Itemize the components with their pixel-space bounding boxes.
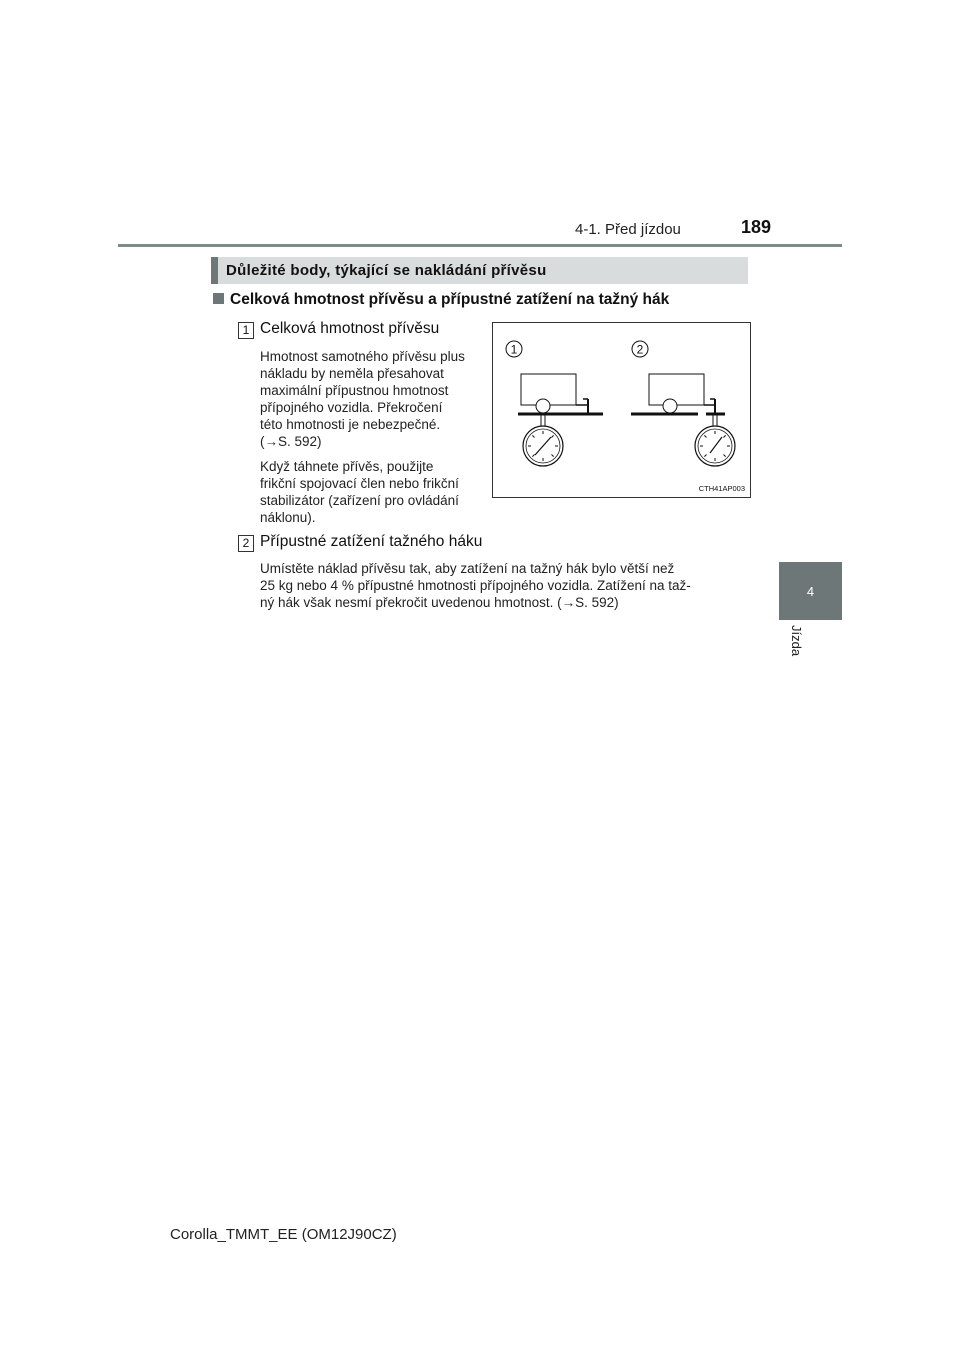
subheading-text: Celková hmotnost přívěsu a přípustné zatížení na tažný hák bbox=[230, 291, 670, 308]
text-line: přípojného vozidla. Překročení bbox=[260, 400, 443, 415]
text-line: maximální přípustnou hmotnost bbox=[260, 383, 449, 398]
text-line: Hmotnost samotného přívěsu plus bbox=[260, 349, 465, 364]
chapter-label: Jízda bbox=[789, 625, 804, 657]
text-line: ný hák však nesmí překročit uvedenou hmotnost. (→S. 592) bbox=[260, 595, 619, 610]
trailer-diagram bbox=[493, 323, 750, 497]
chapter-number: 4 bbox=[806, 583, 815, 599]
trailer-wheel-icon bbox=[663, 399, 677, 413]
item-1-paragraph-1 bbox=[260, 348, 486, 450]
text-line: stabilizátor (zařízení pro ovládání bbox=[260, 493, 459, 508]
text-line: frikční spojovací člen nebo frikční bbox=[260, 476, 459, 491]
figure-code: CTH41AP003 bbox=[698, 484, 745, 493]
section-title: Důležité body, týkající se nakládání přívěsu bbox=[226, 262, 547, 279]
text-line: této hmotnosti je nebezpečné. bbox=[260, 417, 441, 432]
trailer-left bbox=[518, 374, 603, 466]
figure-label-1: 1 bbox=[510, 342, 518, 357]
item-2-paragraph bbox=[260, 560, 744, 611]
item-1-badge: 1 bbox=[238, 322, 254, 339]
item-2-badge: 2 bbox=[238, 535, 254, 552]
chapter-tab bbox=[779, 562, 842, 620]
item-1-paragraph-2 bbox=[260, 458, 486, 526]
text-line: 25 kg nebo 4 % přípustné hmotnosti přípojného vozidla. Zatížení na taž- bbox=[260, 578, 691, 593]
section-title-bar bbox=[211, 257, 748, 284]
trailer-body-icon bbox=[521, 374, 576, 405]
trailer-right bbox=[631, 374, 735, 466]
figure-label-2: 2 bbox=[636, 342, 644, 357]
text-line: náklonu). bbox=[260, 510, 316, 525]
square-bullet-icon bbox=[213, 293, 224, 304]
header-rule bbox=[118, 244, 842, 247]
trailer-body-icon bbox=[649, 374, 704, 405]
item-2-title: Přípustné zatížení tažného háku bbox=[260, 533, 483, 550]
footer-model: Corolla_TMMT_EE (OM12J90CZ) bbox=[170, 1226, 397, 1243]
text-line: (→S. 592) bbox=[260, 434, 322, 449]
header-section-title: 4-1. Před jízdou bbox=[575, 221, 681, 238]
page-number: 189 bbox=[741, 217, 772, 237]
text-line: Když táhnete přívěs, použijte bbox=[260, 459, 434, 474]
section-accent bbox=[211, 257, 218, 284]
trailer-weight-figure bbox=[492, 322, 751, 498]
text-line: Umístěte náklad přívěsu tak, aby zatížení na tažný hák bylo větší než bbox=[260, 561, 675, 576]
item-1-title: Celková hmotnost přívěsu bbox=[260, 320, 440, 337]
trailer-wheel-icon bbox=[536, 399, 550, 413]
subheading bbox=[213, 291, 669, 309]
text-line: nákladu by neměla přesahovat bbox=[260, 366, 444, 381]
